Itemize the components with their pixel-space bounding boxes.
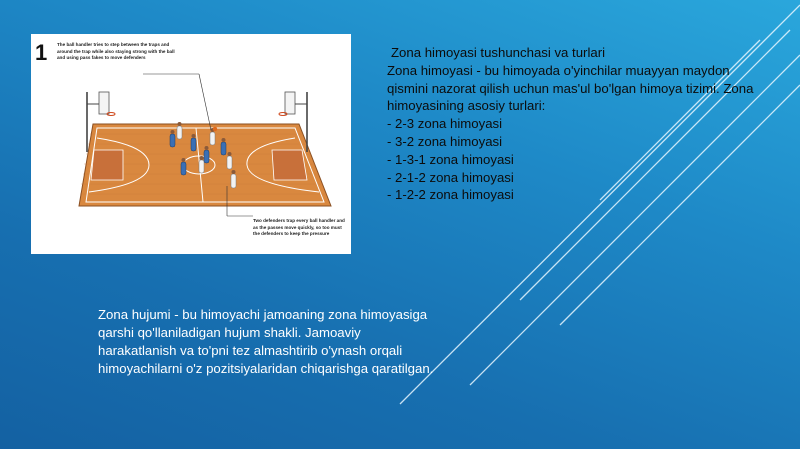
zone-type-item: - 2-1-2 zona himoyasi xyxy=(387,169,514,185)
zone-type-item: - 2-3 zona himoyasi xyxy=(387,116,503,132)
section-title: Zona himoyasi tushunchasi va turlari xyxy=(391,45,606,60)
paragraph-line: himoyachilarni o'z pozitsiyalaridan chiqarishga qaratilgan. xyxy=(98,361,434,376)
zona-hujumi-text xyxy=(98,306,488,378)
definition-line: himoyasining asosiy turlari: xyxy=(387,98,546,114)
zone-type-item: - 1-3-1 zona himoyasi xyxy=(387,151,514,167)
zone-type-item: - 1-2-2 zona himoyasi xyxy=(387,187,514,203)
paragraph-line: harakatlanish va to'pni tez almashtirib o'ynash orqali xyxy=(98,343,403,358)
zone-type-item: - 3-2 zona himoyasi xyxy=(387,133,503,149)
definition-line: Zona himoyasi - bu himoyada o'yinchilar muayyan maydon xyxy=(387,62,730,78)
basketball-trap-illustration xyxy=(31,34,351,254)
zona-himoyasi-text xyxy=(387,44,797,204)
caption-ball-handler: The ball handler tries to step between the traps and around the trap while also staying strong with the ball and using pass fakes to move defenders xyxy=(57,42,175,61)
caption-two-defenders: Two defenders trap every ball handler and as the passes move quickly, so too must the defenders to keep the pressure xyxy=(253,218,345,237)
paragraph-line: Zona hujumi - bu himoyachi jamoaning zona himoyasiga xyxy=(98,307,428,322)
paragraph-line: qarshi qo'llaniladigan hujum shakli. Jamoaviy xyxy=(98,325,361,340)
definition-line: qismini nazorat qilish uchun mas'ul bo'lgan himoya tizimi. Zona xyxy=(387,80,754,96)
zone-types-list xyxy=(387,115,797,204)
step-number: 1 xyxy=(35,40,48,65)
